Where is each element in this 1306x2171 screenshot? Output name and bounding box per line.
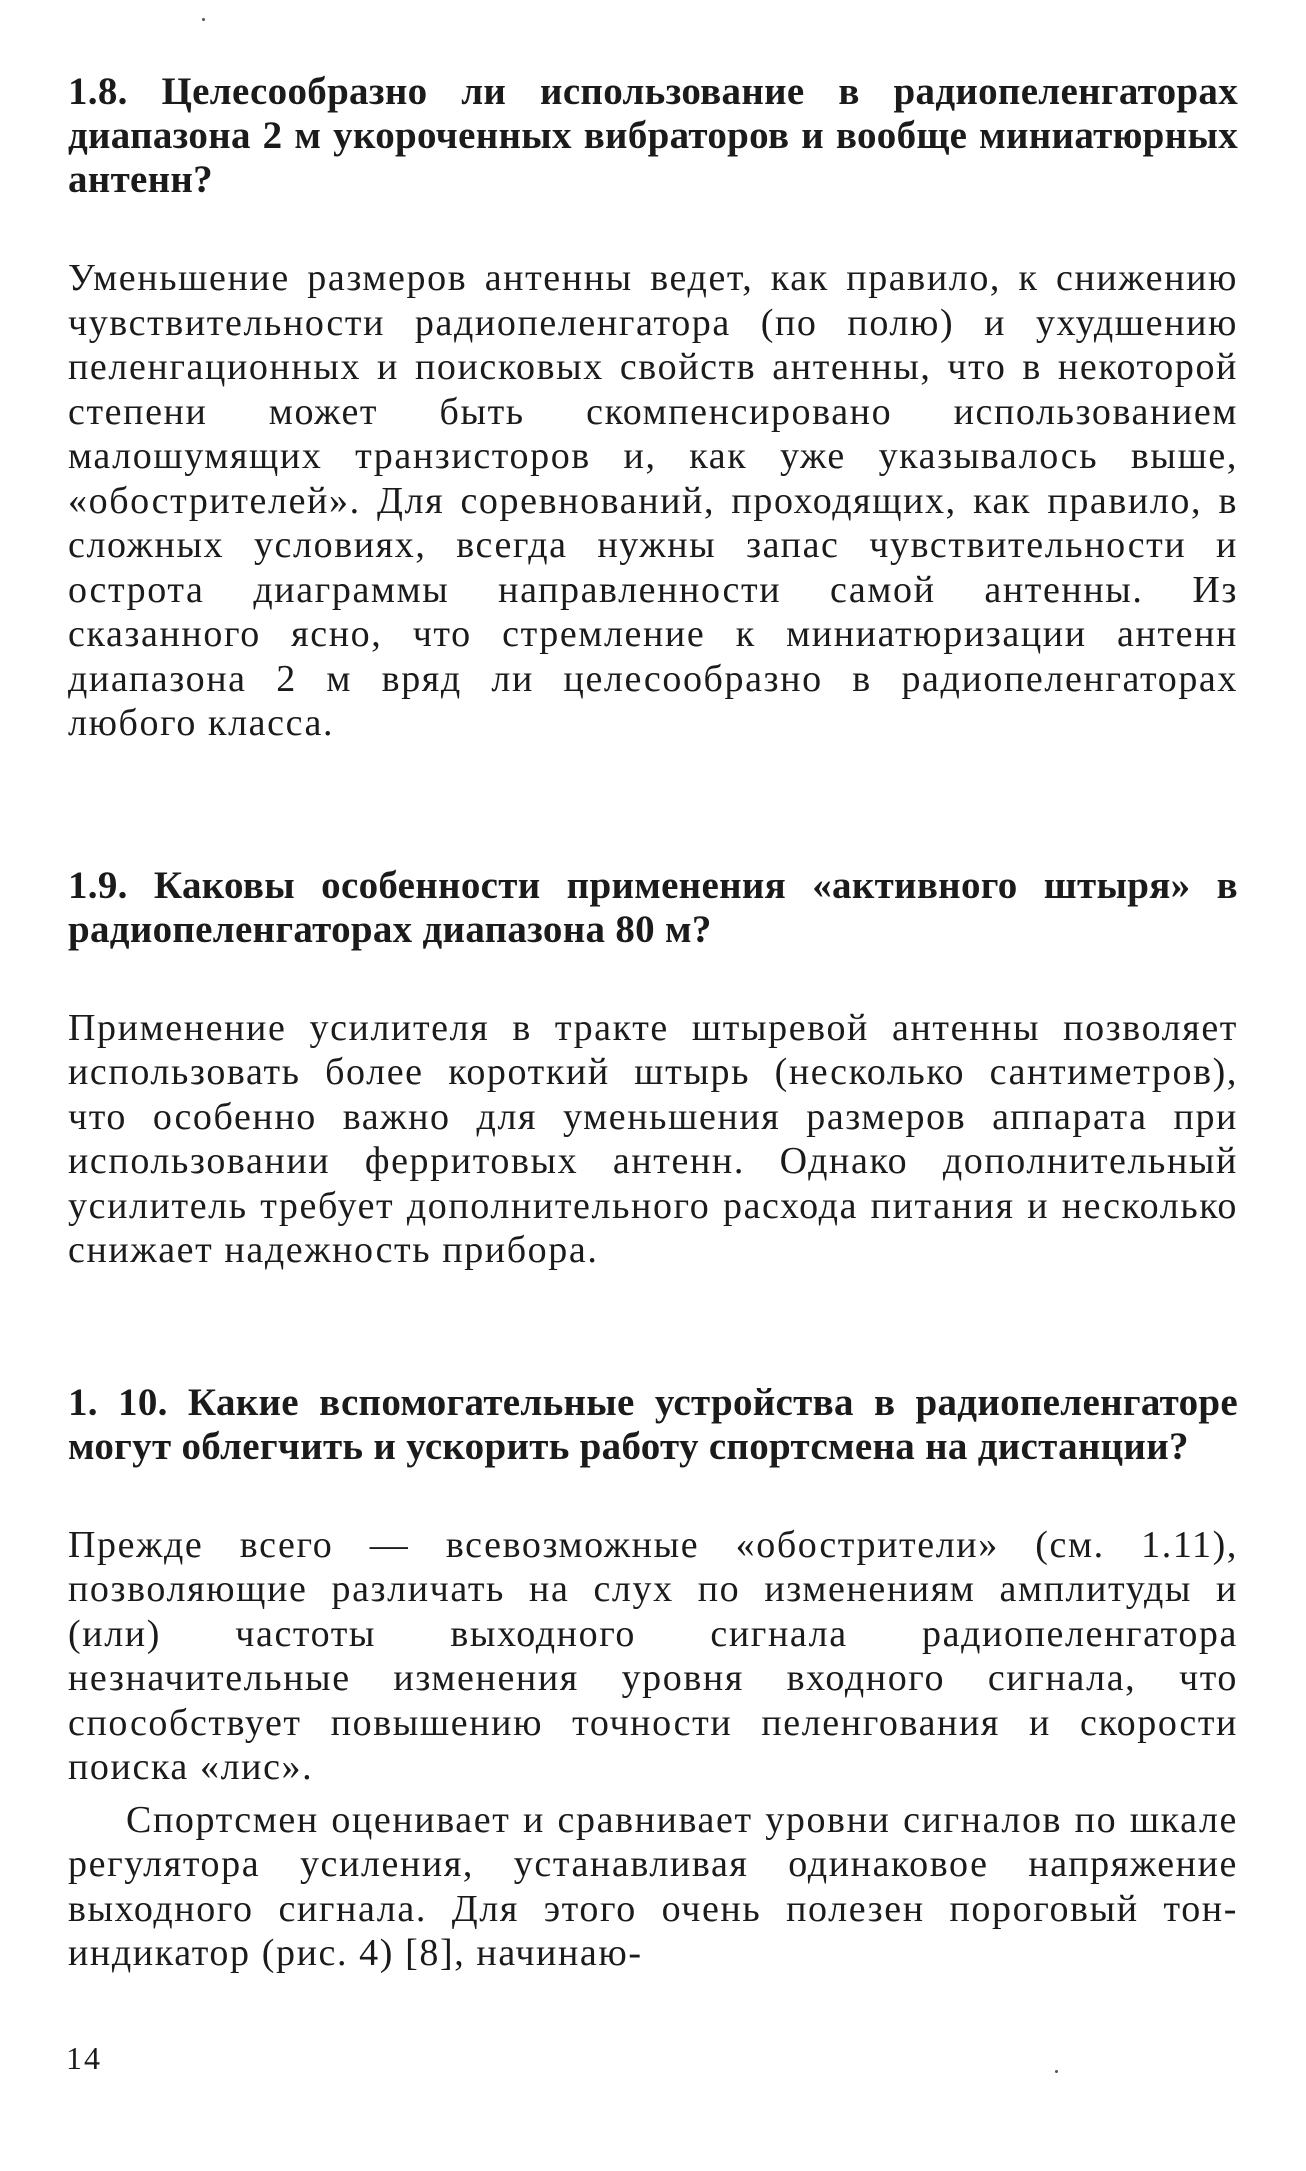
print-speck (202, 18, 205, 21)
section-1-10 (68, 1381, 1238, 1976)
section-1-9 (68, 864, 1238, 1273)
section-1-8 (68, 70, 1238, 746)
section-heading: 1.9. Каковы особенности применения «активного штыря» в радиопеленгаторах диапазона 80 м? (68, 863, 1238, 951)
print-speck (1055, 2070, 1058, 2073)
body-paragraph: Применение усилителя в тракте штыревой антенны позволяет использовать более короткий штырь (несколько сантиметров), что особенно важно для уменьшения размеров аппарата при использовании ферритовых антенн. Однако дополнительный усилитель требует дополнительного расхода питания и несколько снижает надежность прибора. (68, 1006, 1238, 1271)
body-paragraph: Спортсмен оценивает и сравнивает уровни сигналов по шкале регулятора усиления, устанавливая одинаковое напряжение выходного сигнала. Для этого очень полезен пороговый тон-индикатор (рис. 4) [8], начинаю- (68, 1798, 1238, 1974)
body-paragraph: Прежде всего — всевозможные «обострители» (см. 1.11), позволяющие различать на слух по изменениям амплитуды и (или) частоты выходного сигнала радиопеленгатора незначительные изменения уровня входного сигнала, что способствует повышению точности пеленгования и скорости поиска «лис». (68, 1523, 1238, 1788)
page-number: 14 (66, 2040, 102, 2076)
body-paragraph: Уменьшение размеров антенны ведет, как правило, к снижению чувствительности радиопеленгатора (по полю) и ухудшению пеленгационных и поисковых свойств антенны, что в некоторой степени может быть скомпенсировано использованием малошумящих транзисторов и, как уже указывалось выше, «обострителей». Для соревнований, проходящих, как правило, в сложных условиях, всегда нужны запас чувствительности и острота диаграммы направленности самой антенны. Из сказанного ясно, что стремление к миниатюризации антенн диапазона 2 м вряд ли целесообразно в радиопеленгаторах любого класса. (68, 257, 1238, 744)
section-heading: 1.8. Целесообразно ли использование в радиопеленгаторах диапазона 2 м укороченных вибраторов и вообще миниатюрных антенн? (68, 70, 1238, 201)
section-heading: 1. 10. Какие вспомогательные устройства в радиопеленгаторе могут облегчить и ускорить работу спортсмена на дистанции? (68, 1380, 1238, 1468)
page-content (68, 70, 1238, 1976)
